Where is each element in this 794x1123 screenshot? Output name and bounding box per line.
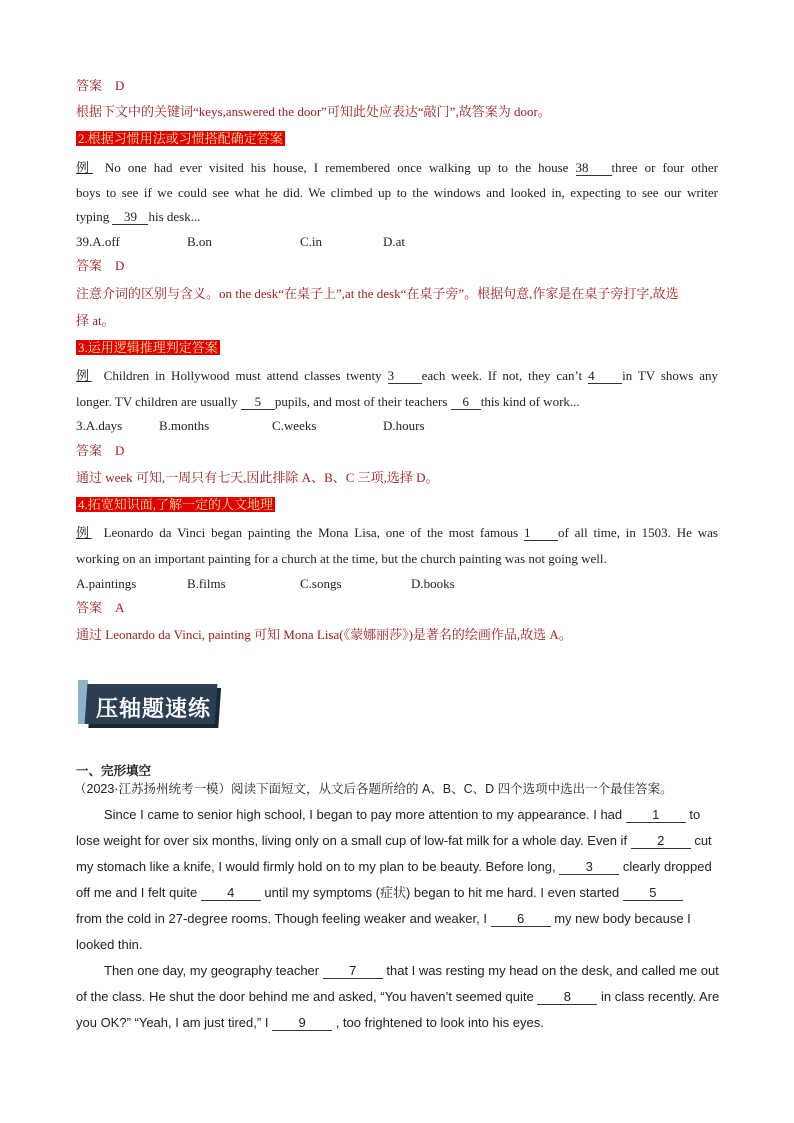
example-label: 例 (76, 160, 93, 175)
example-line: 例 Leonardo da Vinci began painting the Mona Lisa, one of the most famous 1 of all time, in 1503. He was (76, 525, 718, 540)
section-heading-4: 4.拓宽知识面,了解一定的人文地理 (78, 497, 274, 512)
blank-39: 39 (112, 210, 148, 225)
option-d: D.at (383, 234, 406, 249)
cloze-line: off me and I felt quite 4 until my symptoms (症状) began to hit me hard. I even started 5 (76, 884, 683, 902)
cloze-line: looked thin. (76, 937, 143, 952)
answer-line: 答案 A (76, 600, 125, 615)
option-b: B.months (159, 418, 210, 433)
explanation-line: 择 at。 (76, 313, 115, 328)
explanation-line: 通过 week 可知,一周只有七天,因此排除 A、B、C 三项,选择 D。 (76, 470, 439, 485)
option-b: B.films (187, 576, 226, 591)
example-line: 例 Children in Hollywood must attend classes twenty 3 each week. If not, they can’t 4 in TV shows any (76, 368, 719, 383)
cloze-line: you OK?” “Yeah, I am just tired,” I 9 , too frightened to look into his eyes. (76, 1015, 544, 1030)
option-c: C.songs (300, 576, 342, 591)
section-badge (78, 680, 222, 730)
cloze-blank-1: 1 (626, 808, 686, 823)
cloze-line: lose weight for over six months, living only on a small cup of low-fat milk for a whole day. Even if 2 cut (76, 833, 712, 848)
answer-line: 答案 D (76, 78, 125, 93)
example-line: boys to see if we could see what he did. We climbed up to the windows and looked in, expecting to see our writer (76, 185, 718, 200)
option-d: D.hours (383, 418, 425, 433)
option-a: 39.A.off (76, 234, 120, 249)
blank-6: 6 (451, 395, 481, 410)
option-b: B.on (187, 234, 212, 249)
example-line: longer. TV children are usually 5 pupils, and most of their teachers 6 this kind of work... (76, 394, 580, 409)
cloze-blank-7: 7 (323, 964, 383, 979)
cloze-line: from the cold in 27-degree rooms. Though feeling weaker and weaker, I 6 my new body because I (76, 911, 691, 926)
explanation-line: 通过 Leonardo da Vinci, painting 可知 Mona Lisa(《蒙娜丽莎》)是著名的绘画作品,故选 A。 (76, 627, 572, 642)
blank-5: 5 (241, 395, 275, 410)
option-c: C.weeks (272, 418, 317, 433)
cloze-blank-6: 6 (491, 912, 551, 927)
cloze-intro: （2023·江苏扬州统考一模）阅读下面短文，从文后各题所给的 A、B、C、D 四个选项中选出一个最佳答案。 (74, 782, 673, 796)
section-heading-3: 3.运用逻辑推理判定答案 (78, 340, 218, 355)
blank-38: 38 (576, 161, 612, 176)
cloze-blank-8: 8 (537, 990, 597, 1005)
badge-label: 压轴题速练 (96, 697, 212, 722)
cloze-line: Since I came to senior high school, I began to pay more attention to my appearance. I had 1 to (104, 807, 701, 822)
option-c: C.in (300, 234, 323, 249)
option-d: D.books (411, 576, 455, 591)
cloze-blank-9: 9 (272, 1016, 332, 1031)
cloze-line: my stomach like a knife, I would firmly hold on to my plan to be beauty. Before long, 3 clearly dropped (76, 859, 712, 874)
cloze-section-title: 一、完形填空 (76, 763, 152, 778)
cloze-line: Then one day, my geography teacher 7 that I was resting my head on the desk, and called me out (104, 963, 719, 978)
blank-3: 3 (388, 369, 422, 384)
example-label: 例 (76, 525, 92, 540)
explanation-line: 注意介词的区别与含义。on the desk“在桌子上”,at the desk“在桌子旁”。根据句意,作家是在桌子旁打字,故选 (76, 286, 679, 301)
answer-line: 答案 D (76, 258, 125, 273)
cloze-blank-4: 4 (201, 886, 261, 901)
explanation-line: 根据下文中的关键词“keys,answered the door”可知此处应表达“敲门”,故答案为 door。 (76, 104, 551, 119)
example-line: working on an important painting for a church at the time, but the church painting was not going well. (76, 551, 607, 566)
blank-1: 1 (524, 526, 558, 541)
cloze-blank-5: 5 (623, 886, 683, 901)
blank-4: 4 (588, 369, 622, 384)
example-label: 例 (76, 368, 92, 383)
cloze-blank-3: 3 (559, 860, 619, 875)
section-heading-2: 2.根据习惯用法或习惯搭配确定答案 (78, 131, 283, 146)
option-a: A.paintings (76, 576, 137, 591)
answer-line: 答案 D (76, 443, 125, 458)
example-line: typing 39 his desk... (76, 209, 201, 224)
example-line: 例 No one had ever visited his house, I remembered once walking up to the house 38 three or four other (76, 160, 719, 175)
cloze-line: of the class. He shut the door behind me and asked, “You haven’t seemed quite 8 in class recently. Are (76, 989, 720, 1004)
cloze-blank-2: 2 (631, 834, 691, 849)
option-a: 3.A.days (76, 418, 123, 433)
